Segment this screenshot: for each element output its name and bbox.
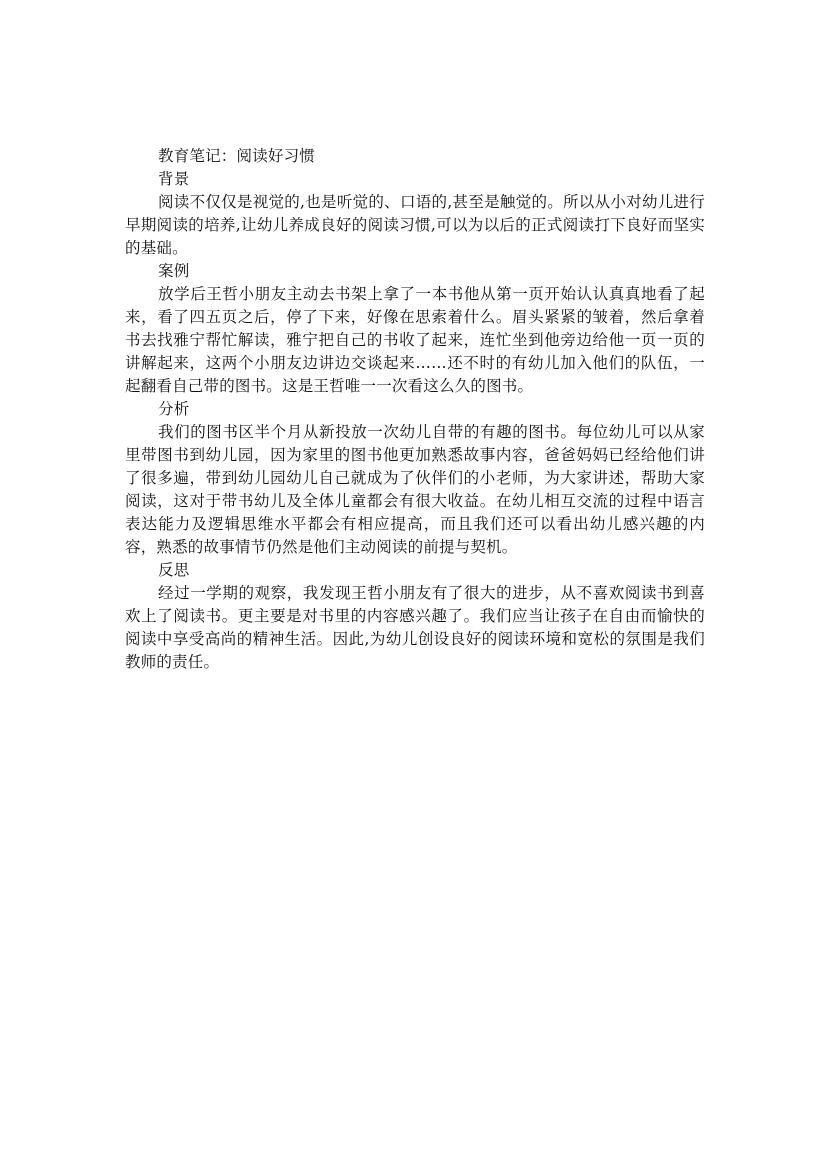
section-heading-analysis: 分析: [158, 400, 190, 418]
section-heading-case: 案例: [158, 262, 190, 280]
section-text-analysis: 我们的图书区半个月从新投放一次幼儿自带的有趣的图书。每位幼儿可以从家里带图书到幼儿园，因为家里的图书他更加熟悉故事内容，爸爸妈妈已经给他们讲了很多遍，带到幼儿园幼儿自己就成为了伙伴们的小老师，为大家讲述，帮助大家阅读，这对于带书幼儿及全体儿童都会有很大收益。在幼儿相互交流的过程中语言表达能力及逻辑思维水平都会有相应提高，而且我们还可以看出幼儿感兴趣的内容，熟悉的故事情节仍然是他们主动阅读的前提与契机。: [125, 423, 705, 556]
section-text-reflection: 经过一学期的观察，我发现王哲小朋友有了很大的进步，从不喜欢阅读书到喜欢上了阅读书。更主要是对书里的内容感兴趣了。我们应当让孩子在自由而愉快的阅读中享受高尚的精神生活。因此,为幼儿创设良好的阅读环境和宽松的氛围是我们教师的责任。: [125, 584, 705, 671]
section-heading-reflection: 反思: [158, 561, 190, 579]
section-text-case: 放学后王哲小朋友主动去书架上拿了一本书他从第一页开始认认真真地看了起来，看了四五页之后，停了下来，好像在思索着什么。眉头紧紧的皱着，然后拿着书去找雅宁帮忙解读，雅宁把自己的书收了起来，连忙坐到他旁边给他一页一页的讲解起来，这两个小朋友边讲边交谈起来……还不时的有幼儿加入他们的队伍，一起翻看自己带的图书。这是王哲唯一一次看这么久的图书。: [125, 285, 705, 395]
document-title: 教育笔记：阅读好习惯: [158, 147, 316, 165]
section-heading-background: 背景: [158, 170, 190, 188]
document-body: [125, 145, 705, 674]
section-text-background: 阅读不仅仅是视觉的,也是听觉的、口语的,甚至是触觉的。所以从小对幼儿进行早期阅读的培养,让幼儿养成良好的阅读习惯,可以为以后的正式阅读打下良好而坚实的基础。: [125, 193, 705, 257]
